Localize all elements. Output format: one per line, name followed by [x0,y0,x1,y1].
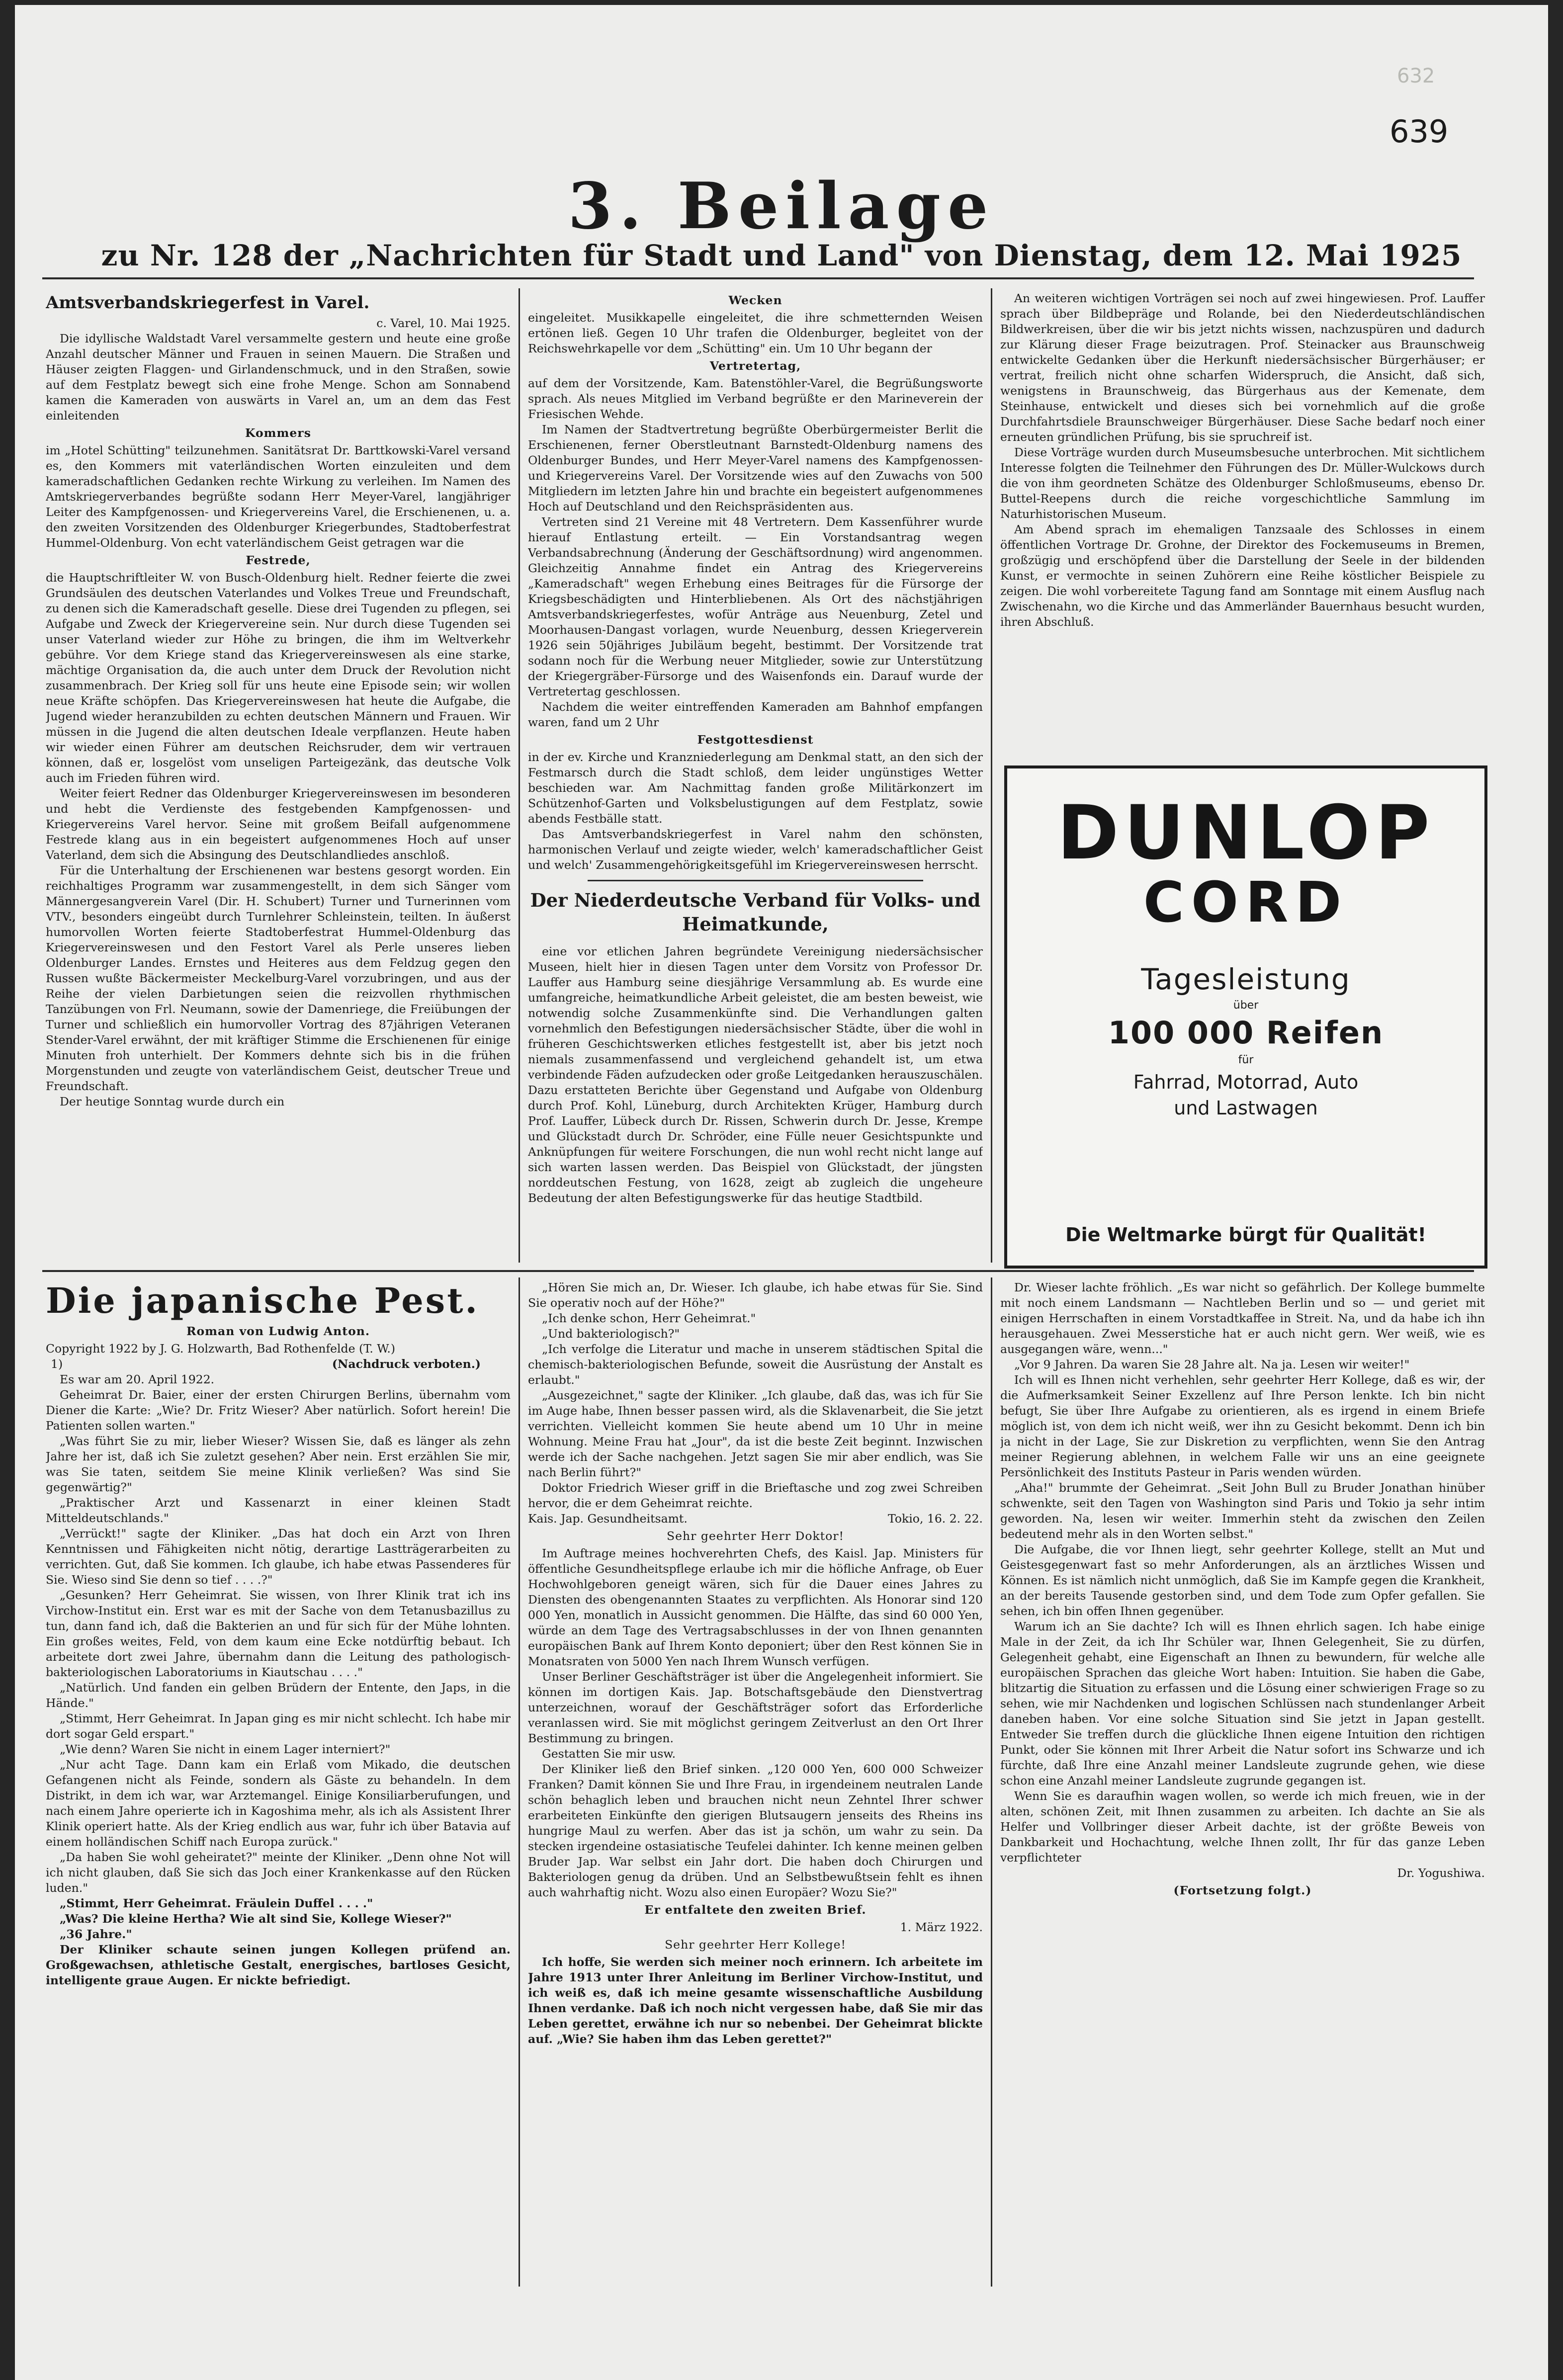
novel-byline: Roman von Ludwig Anton. [186,1324,370,1338]
paragraph: Doktor Friedrich Wieser griff in die Brieftasche und zog zwei Schreiben hervor, die er dem Geheimrat reichte. [528,1481,983,1510]
novel-column-3 [1000,1280,1485,2289]
paragraph: „Nur acht Tage. Dann kam ein Erlaß vom Mikado, die deutschen Gefangenen nicht als Feinde, sondern als Gäste zu behandeln. In dem Distrikt, in dem ich war, war Arztemangel. Einige Konsiliarberufungen, und nach einem Jahre operierte ich in Kagoshima mehr, als ich als Assistent Ihrer Klinik operiert hatte. Als der Krieg endlich aus war, fuhr ich über Batavia auf einem holländischen Schiff nach Europa zurück." [46,1758,511,1849]
column-rule [991,1277,992,2287]
ad-product: CORD [1143,870,1349,935]
paragraph: Es war am 20. April 1922. [60,1372,215,1386]
paragraph: Im Auftrage meines hochverehrten Chefs, des Kaisl. Jap. Ministers für öffentliche Gesundheitspflege erlaube ich mir die höfliche Anfrage, ob Euer Hochwohlgeboren geneigt wären, sich für die Dauer eines Jahres zu Diensten des obengenannten Staates zu verpflichten. Als Honorar sind 120 000 Yen, monatlich in Aussicht genommen. Die Hälfte, das sind 60 000 Yen, würde an dem Tage des Vertragsabschlusses in der von Ihnen genannten europäischen Bank auf Ihrem Konto deponiert; über den Rest können Sie in Monatsraten von 5000 Yen nach Ihrem Wunsch verfügen. [528,1546,983,1668]
letter-salutation: Sehr geehrter Herr Doktor! [667,1529,844,1543]
paragraph: Im Namen der Stadtvertretung begrüßte Oberbürgermeister Berlit die Erschienenen, ferner Oberstleutnant Barnstedt-Oldenburg namens des Oldenburger Bundes, und Herr Meyer-Varel namens des Kampfgenossen- und Kriegervereins Varel. Der Vorsitzende wies auf den Zuwachs von 500 Mitgliedern im letzten Jahre hin und brachte ein begeistert aufgenommenes Hoch auf Deutschland und den Reichspräsidenten aus. [528,423,983,513]
paragraph: „Aha!" brummte der Geheimrat. „Seit John Bull zu Bruder Jonathan hinüber schwenkte, seit den Tagen von Washington sind Paris und Tokio ja sehr intim geworden. Na, lesen wir weiter. Immerhin steht da zwischen den Zeilen bedeutend mehr als in den Worten selbst." [1000,1481,1485,1541]
paragraph: Der Kliniker schaute seinen jungen Kollegen prüfend an. Großgewachsen, athletische Gestalt, energisches, bartloses Gesicht, intelligente graue Augen. Er nickte befriedigt. [46,1943,511,1987]
paragraph: im „Hotel Schütting" teilzunehmen. Sanitätsrat Dr. Barttkowski-Varel versand es, den Kommers mit vaterländischen Worten einzuleiten und dem kameradschaftlichen Gedanken rechte Wirkung zu verleihen. Im Namen des Amtskriegerverbandes begrüßte sodann Herr Meyer-Varel, langjähriger Leiter des Kampfgenossen- und Kriegervereins Varel, die Erschienenen, u. a. den zweiten Vorsitzenden des Oldenburger Kriegerbundes, Stadtoberfestrat Hummel-Oldenburg. Von echt vaterländischem Geist getragen war die [46,443,511,550]
letter-sender: Kais. Jap. Gesundheitsamt. [528,1512,688,1526]
archive-stamp: 632 [1397,65,1435,87]
paragraph: Er entfaltete den zweiten Brief. [644,1903,867,1917]
paragraph: „Natürlich. Und fanden ein gelben Brüdern der Entente, den Japs, in die Hände." [46,1681,511,1710]
paragraph: „Verrückt!" sagte der Kliniker. „Das hat doch ein Arzt von Ihren Kenntnissen und Fähigkeiten nicht nötig, derartige Lastträgerarbeiten zu verrichten. Gut, daß Sie kommen. Ich glaube, ich habe etwas Passenderes für Sie. Wieso sind Sie denn so tief . . . .?" [46,1527,511,1587]
paragraph: eingeleitet. Musikkapelle eingeleitet, die ihre schmetternden Weisen ertönen ließ. Gegen 10 Uhr trafen die Oldenburger, begleitet von der Reichswehrkapelle vor dem „Schütting" ein. Um 10 Uhr begann der [528,311,983,355]
paragraph: „Gesunken? Herr Geheimrat. Sie wissen, von Ihrer Klinik trat ich ins Virchow-Institut ein. Erst war es mit der Sache von dem Tetanusbazillus zu tun, dann fand ich, daß die Bakterien an und für sich für der Mühe lohnten. Ein großes weites, Feld, von dem kaum eine Ecke notdürftig bebaut. Ich arbeitete dort zwei Jahre, übernahm dann die Leitung des pathologisch-bakteriologischen Laboratoriums in Kiautschau . . . ." [46,1588,511,1679]
section-rule [42,1270,1474,1272]
paragraph: Der heutige Sonntag wurde durch ein [60,1095,285,1108]
column-rule [991,288,992,1263]
paragraph: Nachdem die weiter eintreffenden Kameraden am Bahnhof empfangen waren, fand um 2 Uhr [528,700,983,729]
novel-column-2 [528,1280,983,2289]
novel-column-1 [46,1280,511,2289]
paragraph: Warum ich an Sie dachte? Ich will es Ihnen ehrlich sagen. Ich habe einige Male in der Zeit, da ich Ihr Schüler war, Ihnen Gelegenheit, Sie zu dürfen, Gelegenheit gehabt, eine Eigenschaft an Ihnen zu bewundern, für welche alle europäischen Sprachen das gleiche Wort haben: Intuition. Sie haben die Gabe, blitzartig die Situation zu erfassen und die Lösung einer schwierigen Frage so zu sehen, wie mir Nachdenken und logischen Schlüssen nach stundenlanger Arbeit daneben haben. Vor eine solche Situation sind Sie jetzt in Japan gestellt. Entweder Sie treffen durch die glückliche Ihnen eigene Intuition den richtigen Punkt, oder Sie können mit Ihrer Arbeit die Natur sofort ins Schwarze und ich fürchte, daß Ihre eine Anzahl meiner Landsleute zugrunde gehen, wie diese schon eine Anzahl meiner Landsleute zugrunde gegangen ist. [1000,1619,1485,1787]
ad-vehicle-list: und Lastwagen [1174,1097,1318,1119]
paragraph: „Stimmt, Herr Geheimrat. Fräulein Duffel . . . ." [60,1896,373,1910]
paragraph: Ich hoffe, Sie werden sich meiner noch erinnern. Ich arbeitete im Jahre 1913 unter Ihrer Anleitung im Berliner Virchow-Institut, und ich weiß es, daß ich meine gesamte wissenschaftliche Ausbildung Ihnen verdanke. Daß ich noch nicht vergessen habe, daß Sie mir das Leben gerettet, erwähne ich nur so nebenbei. Der Geheimrat blickte auf. „Wie? Sie haben ihm das Leben gerettet?" [528,1955,983,2046]
continuation-note: (Fortsetzung folgt.) [1173,1883,1312,1897]
paragraph: „Vor 9 Jahren. Da waren Sie 28 Jahre alt. Na ja. Lesen wir weiter!" [1014,1358,1410,1371]
ad-slogan: Die Weltmarke bürgt für Qualität! [1065,1224,1426,1246]
paragraph: „Ausgezeichnet," sagte der Kliniker. „Ich glaube, daß das, was ich für Sie im Auge habe, Ihnen besser passen wird, als die Sklavenarbeit, die Sie jetzt verrichten. Vielleicht kommen Sie heute abend um 10 Uhr in meine Wohnung. Meine Frau hat „Jour", da ist die beste Zeit beginnt. Inzwischen werde ich der Sache nachgehen. Jetzt sagen Sie mir aber endlich, was Sie nach Berlin führt?" [528,1388,983,1479]
column-rule [519,1277,520,2287]
paragraph: Der Kliniker ließ den Brief sinken. „120 000 Yen, 600 000 Schweizer Franken? Damit können Sie und Ihre Frau, in irgendeinem neutralen Lande schön behaglich leben und brauchen nicht neun Zehntel Ihrer schwer erarbeiteten Einkünfte den gierigen Blutsaugern jenseits des Rheins ins hungrige Maul zu werfen. Aber das ist ja schön, um wahr zu sein. Da stecken irgendeine ostasiatische Teufelei dahinter. Ich kenne meinen gelben Bruder Jap. War selbst ein Jahr dort. Die haben doch Chirurgen und Bakteriologen genug da drüben. Und an Selbstbewußtsein fehlt es ihnen auch wahrhaftig nicht. Wozu also einen Europäer? Wozu Sie?" [528,1762,983,1899]
section-heading: Wecken [728,293,782,307]
novel-title: Die japanische Pest. [46,1280,479,1321]
copyright-line: Copyright 1922 by J. G. Holzwarth, Bad Rothenfelde (T. W.) [46,1342,395,1356]
ad-figure: 100 000 Reifen [1108,1015,1384,1051]
paragraph: Am Abend sprach im ehemaligen Tanzsaale des Schlosses in einem öffentlichen Vortrage Dr. Grohne, der Direktor des Fockemuseums in Bremen, großzügig und erschöpfend über die Darstellung der Seele in der bildenden Kunst, er vermochte in seinen Zuhörern eine Reihe köstlicher Beispiele zu zeigen. Die wohl vorbereitete Tagung fand am Sonntage mit einem Ausflug nach Zwischenahn, wo die Kirche und das Ammerländer Bauernhaus besucht wurden, ihren Abschluß. [1000,522,1485,629]
paragraph: „36 Jahre." [60,1927,132,1941]
letter-date: Tokio, 16. 2. 22. [888,1512,983,1526]
paragraph: „Ich verfolge die Literatur und mache in unserem städtischen Spital die chemisch-bakteriologischen Befunde, soweit die Ausrüstung der Anstalt es erlaubt." [528,1342,983,1387]
paragraph: „Praktischer Arzt und Kassenarzt in einer kleinen Stadt Mitteldeutschlands." [46,1496,511,1525]
paragraph: Geheimrat Dr. Baier, einer der ersten Chirurgen Berlins, übernahm vom Diener die Karte: „Wie? Dr. Fritz Wieser? Aber natürlich. Sofort herein! Die Patienten sollen warten." [46,1388,511,1433]
supplement-subtitle: zu Nr. 128 der „Nachrichten für Stadt und Land" von Dienstag, dem 12. Mai 1925 [101,239,1462,272]
section-heading: Vertretertag, [709,359,801,373]
letter-salutation: Sehr geehrter Herr Kollege! [665,1938,846,1952]
paragraph: Diese Vorträge wurden durch Museumsbesuche unterbrochen. Mit sichtlichem Interesse folgten die Teilnehmer den Führungen des Dr. Müller-Wulckows durch die von ihm geordneten Schätze des Oldenburger Schloßmuseums, ebenso Dr. Buttel-Reepens durch die reiche vorgeschichtliche Sammlung im Naturhistorischen Museum. [1000,445,1485,521]
ad-small-text: für [1238,1054,1254,1066]
ad-brand: DUNLOP [1057,790,1435,876]
article-headline: Der Niederdeutsche Verband für Volks- und Heimatkunde, [530,889,981,935]
paragraph: Die idyllische Waldstadt Varel versammelte gestern und heute eine große Anzahl deutscher Männer und Frauen in seinen Mauern. Die Straßen und Häuser zeigten Flaggen- und Girlandenschmuck, und in den Straßen, sowie auf dem Festplatz bewegt sich eine frohe Menge. Schon am Sonnabend kamen die Kameraden von auswärts in Varel an, um an dem das Fest einleitenden [46,332,511,423]
paragraph: Weiter feiert Redner das Oldenburger Kriegervereinswesen im besonderen und hebt die Verdienste des festgebenden Kampfgenossen- und Kriegervereins Varel hervor. Seine mit großem Beifall aufgenommene Festrede klang aus in ein begeistert aufgenommenes Hoch auf unser Vaterland, dem sich die Absingung des Deutschlandliedes anschloß. [46,786,511,862]
paragraph: „Was? Die kleine Hertha? Wie alt sind Sie, Kollege Wieser?" [60,1912,452,1926]
paragraph: eine vor etlichen Jahren begründete Vereinigung niedersächsischer Museen, hielt hier in diesen Tagen unter dem Vorsitz von Professor Dr. Lauffer aus Hamburg seine diesjährige Versammlung ab. Es wurde eine umfangreiche, heimatkundliche Arbeit geleistet, die am besten beweist, wie notwendig solche Zusammenkünfte sind. Die Verhandlungen galten vornehmlich den Befestigungen niedersächsischer Städte, über die wohl in früheren Geschichtswerken etliches festgestellt ist, aber bis jetzt noch niemals zusammenfassend und vergleichend gehandelt ist, um etwa verbindende Fäden aufzudecken oder große Leitgedanken herauszuschälen. Dazu erstatteten Berichte über Gegenstand und Aufgabe von Oldenburg durch Prof. Kohl, Lüneburg, durch Architekten Krüger, Hamburg durch Prof. Lauffer, Lübeck durch Dr. Rissen, Schwerin durch Dr. Jesse, Krempe und Glückstadt durch Dr. Schröder, eine Fülle neuer Gesichtspunkte und Anknüpfungen für weitere Forschungen, die nun wohl recht nicht lange auf sich warten lassen werden. Das Beispiel von Glückstadt, der jüngsten norddeutschen Festung, von 1628, zeigt ab zugleich die ungeheure Bedeutung der alten Befestigungswerke für das heutige Stadtbild. [528,944,983,1205]
page-number: 639 [1389,113,1449,150]
paragraph: Wenn Sie es daraufhin wagen wollen, so werde ich mich freuen, wie in der alten, schönen Zeit, mit Ihnen zusammen zu arbeiten. Ich dachte an Sie als Helfer und Vollbringer dieser Arbeit dachte, ist der größte Beweis von Dankbarkeit und Hochachtung, welche Ihnen zollt, Ihr für das ganze Leben verpflichteter [1000,1789,1485,1865]
paragraph: Für die Unterhaltung der Erschienenen war bestens gesorgt worden. Ein reichhaltiges Programm war zusammengestellt, in dem sich Sänger vom Männergesangverein Varel (Dir. H. Schubert) Turner und Turnerinnen vom VTV., besonders eingeübt durch Turnlehrer Schleinstein, teilten. In äußerst humorvollen Worten feierte Stadtoberfestrat Hummel-Oldenburg das Kriegervereinswesen und den Festort Varel als Perle unseres lieben Oldenburger Landes. Ernstes und Heiteres aus dem Feldzug gegen den Russen wußte Bäckermeister Meckelburg-Varel vorzubringen, und aus der Reihe der vielen Darbietungen seien die reizvollen rhythmischen Tanzübungen von Frl. Neumann, sowie der Damenriege, die Freiübungen der Turner und schließlich ein humorvoller Vortrag des 87jährigen Veteranen Stender-Varel erwähnt, der mit kräftiger Stimme die Erschienenen für einige Minuten froh unterhielt. Der Kommers dehnte sich bis in die frühen Morgenstunden und zeugte von vaterländischem Geist, deutscher Treue und Freundschaft. [46,863,511,1093]
episode-number: 1) [51,1357,63,1371]
article-separator [588,880,923,881]
ad-headline: Tagesleistung [1141,962,1351,996]
section-heading: Festrede, [246,553,311,567]
section-heading: Kommers [245,426,311,440]
paragraph: Ich will es Ihnen nicht verhehlen, sehr geehrter Herr Kollege, daß es wir, der die Aufmerksamkeit Seiner Exzellenz auf Ihre Person lenkte. Ich bin nicht befugt, Sie über Ihre Aufgabe zu orientieren, als es irgend in einem Briefe möglich ist, von dem ich nicht weiß, wer ihn zu Gesicht bekommt. Denn ich bin ja nicht in der Lage, Sie zur Diskretion zu verpflichten, wenn Sie den Antrag meiner Regierung ablehnen, in welchem Falle wir uns an eine geeignete Persönlichkeit des Instituts Pasteur in Paris wenden würden. [1000,1373,1485,1479]
article-headline: Amtsverbandskriegerfest in Varel. [46,293,370,313]
column-2 [528,291,983,1260]
paragraph: auf dem der Vorsitzende, Kam. Batenstöhler-Varel, die Begrüßungsworte sprach. Als neues Mitglied im Verband begrüßte er den Marineverein der Friesischen Wehde. [528,376,983,421]
paragraph: „Hören Sie mich an, Dr. Wieser. Ich glaube, ich habe etwas für Sie. Sind Sie operativ noch auf der Höhe?" [528,1280,983,1310]
paragraph: die Hauptschriftleiter W. von Busch-Oldenburg hielt. Redner feierte die zwei Grundsäulen des deutschen Vaterlandes und Volkes Treue und Freundschaft, zu denen sich die Kameradschaft geselle. Diese drei Tugenden zu pflegen, sei Aufgabe und Zweck der Kriegervereine sein. Nur durch diese Tugenden sei unser Vaterland wieder zur Höhe zu bringen, die ihm im Weltverkehr gebühre. Vor dem Kriege stand das Kriegervereinswesen als eine starke, mächtige Organisation da, die auch unter dem Druck der Revolution nicht zusammenbrach. Der Krieg soll für uns heute eine Episode sein; wir wollen neue Kräfte schöpfen. Das Kriegervereinswesen hat heute die Aufgabe, die Jugend wieder heranzubilden zu echten deutschen Männern und Frauen. Wir müssen in die Jugend die alten deutschen Ideale verpflanzen. Heute haben wir wieder einen Führer am deutschen Reichsruder, dem wir vertrauen können, daß er, losgelöst vom unseligen Parteigezänk, das deutsche Volk auch im Frieden führen wird. [46,571,511,785]
section-heading: Festgottesdienst [697,733,814,747]
paragraph: „Wie denn? Waren Sie nicht in einem Lager interniert?" [60,1742,391,1756]
paragraph: An weiteren wichtigen Vorträgen sei noch auf zwei hingewiesen. Prof. Lauffer sprach über Bildbepräge und Rolande, bei den Niederdeutschländischen Bildwerkreisen, über die wir bis jetzt nichts wissen, nachzuspüren und dadurch zur Klärung dieser Frage beizutragen. Prof. Steinacker aus Braunschweig entwickelte Gedanken über die Herkunft niedersächsischer Bürgerhäuser; er vertrat, freilich nicht ohne scharfen Widerspruch, die Ansicht, daß sich, wenigstens in Braunschweig, das Bürgerhaus aus der Kemenate, dem Steinhause, entwickelt und dieses sich bei vornehmlich auf die große Durchfahrtsdiele Braunschweiger Bürgerhäuser. Diese Sache bedarf noch einer erneuten gründlichen Prüfung, bis sie spruchreif ist. [1000,291,1485,444]
column-rule [519,288,520,1263]
paragraph: „Ich denke schon, Herr Geheimrat." [542,1311,756,1325]
paragraph: Unser Berliner Geschäftsträger ist über die Angelegenheit informiert. Sie können im dortigen Kais. Jap. Botschaftsgebäude den Dienstvertrag unterzeichnen, worauf der Geschäftsträger sofort das Erforderliche veranlassen wird. Sie mit möglichst geringem Zeitverlust an den Ort Ihrer Bestimmung zu bringen. [528,1670,983,1745]
column-1 [46,291,511,1260]
header-rule [42,277,1474,279]
reprint-notice: (Nachdruck verboten.) [332,1357,481,1371]
paragraph: Das Amtsverbandskriegerfest in Varel nahm den schönsten, harmonischen Verlauf und zeigte wieder, welch' kameradschaftlicher Geist und welch' Zusammengehörigkeitsgefühl im Kriegervereinswesen herrscht. [528,827,983,872]
dunlop-advertisement [1004,765,1487,1269]
paragraph: Gestatten Sie mir usw. [542,1747,676,1761]
dateline: c. Varel, 10. Mai 1925. [376,316,511,330]
paragraph: „Was führt Sie zu mir, lieber Wieser? Wissen Sie, daß es länger als zehn Jahre her ist, daß ich Sie zuletzt gesehen? Aber nein. Erst erzählen Sie mir, was Sie taten, seitdem Sie meine Klinik verließen? Was sind Sie gegenwärtig?" [46,1434,511,1494]
newspaper-page [15,5,1548,2380]
paragraph: „Stimmt, Herr Geheimrat. In Japan ging es mir nicht schlecht. Ich habe mir dort sogar Geld erspart." [46,1711,511,1741]
signature: Dr. Yogushiwa. [1397,1866,1485,1880]
paragraph: Die Aufgabe, die vor Ihnen liegt, sehr geehrter Kollege, stellt an Mut und Geistesgegenwart fast so mehr Anforderungen, als an ärztliches Wissen und Können. Es ist nämlich nicht unmöglich, daß Sie im Kampfe gegen die Krankheit, an der bereits Tausende gestorben sind, und dem Tode zum Opfer gefallen. Sie sehen, ich bin offen Ihnen gegenüber. [1000,1542,1485,1618]
paragraph: „Da haben Sie wohl geheiratet?" meinte der Kliniker. „Denn ohne Not will ich nicht glauben, daß Sie sich das Joch einer Krankenkasse auf den Rücken luden." [46,1850,511,1895]
ad-vehicle-list: Fahrrad, Motorrad, Auto [1133,1071,1359,1093]
paragraph: in der ev. Kirche und Kranzniederlegung am Denkmal statt, an den sich der Festmarsch durch die Stadt schloß, dem leider ungünstiges Wetter beschieden war. Am Nachmittag fanden große Militärkonzert im Schützenhof-Garten und Volksbelustigungen auf dem Festplatz, sowie abends Festbälle statt. [528,750,983,826]
supplement-title: 3. Beilage [568,169,995,244]
paragraph: Dr. Wieser lachte fröhlich. „Es war nicht so gefährlich. Der Kollege bummelte mit noch einem Landsmann — Nachtleben Berlin und so — und geriet mit einigen Herrschaften in einem Vorstadtkaffee in Streit. Na, und da habe ich ihn herausgehauen. Zwei Messerstiche hat er auch nicht gern. Wer weiß, wie es ausgegangen wäre, wenn..." [1000,1280,1485,1356]
ad-small-text: über [1233,999,1259,1012]
letter-date: 1. März 1922. [900,1920,983,1934]
paragraph: Vertreten sind 21 Vereine mit 48 Vertretern. Dem Kassenführer wurde hierauf Entlastung erteilt. — Ein Vorstandsantrag wegen Verbandsabrechnung (Änderung der Geschäftsordnung) wird angenommen. Gleichzeitig Annahme findet ein Antrag des Kriegervereins „Kameradschaft" wegen Erhebung eines Beitrages für die Fürsorge der Kriegsbeschädigten und Hinterbliebenen. Als Ort des nächstjährigen Amtsverbandskriegerfestes, wofür Anträge aus Neuenburg, Zetel und Moorhausen-Dangast vorlagen, wurde Neuenburg, dessen Kriegerverein 1926 sein 50jähriges Jubiläum begeht, bestimmt. Der Vorsitzende trat sodann noch für die Werbung neuer Mitglieder, sowie zur Unterstützung der Kriegergräber-Fürsorge und des Waisenfonds ein. Darauf wurde der Vertretertag geschlossen. [528,515,983,698]
column-3 [1000,291,1485,748]
paragraph: „Und bakteriologisch?" [542,1327,680,1341]
